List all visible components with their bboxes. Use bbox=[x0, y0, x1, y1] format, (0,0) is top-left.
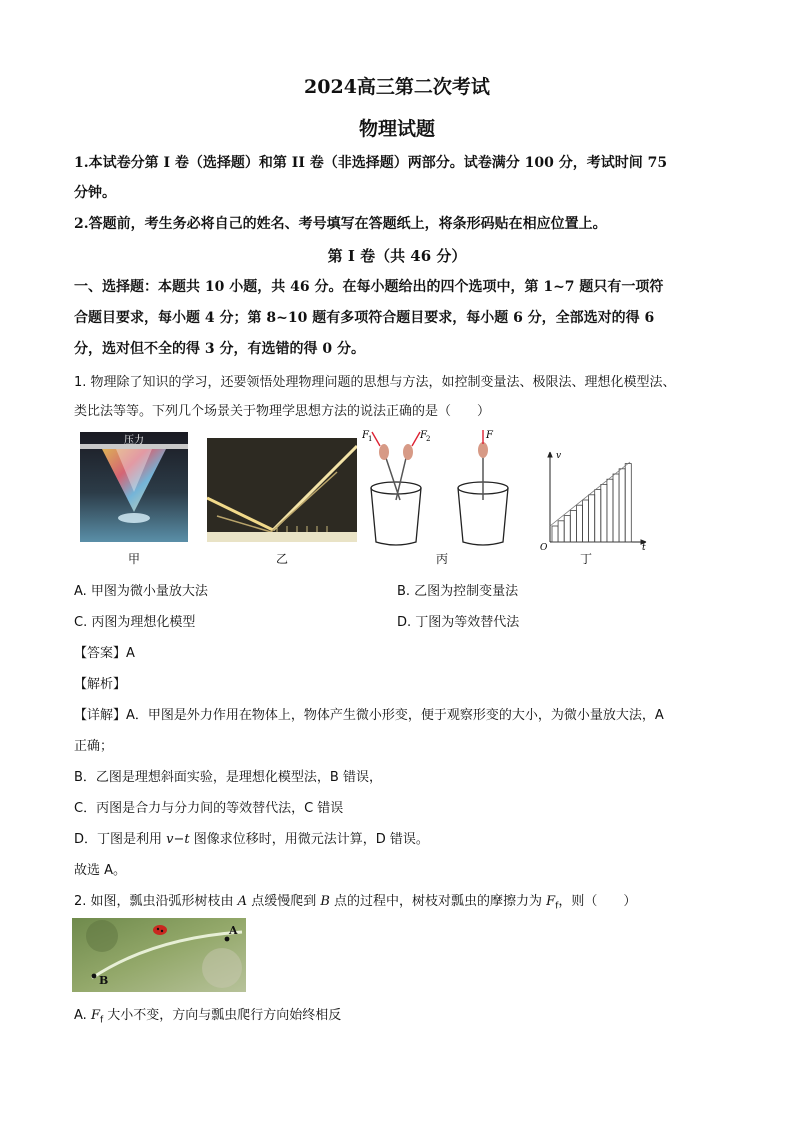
axis-v-label: v bbox=[556, 451, 562, 461]
vt-step-bar bbox=[589, 495, 595, 542]
q1-option-a[interactable]: A. 甲图为微小量放大法 bbox=[74, 584, 208, 599]
svg-text:2: 2 bbox=[426, 435, 431, 443]
pressure-label: 压力 bbox=[124, 435, 144, 446]
vt-step-bar bbox=[613, 474, 619, 542]
q2-ladybug-photo bbox=[72, 918, 246, 992]
svg-text:1: 1 bbox=[368, 435, 373, 443]
figure-jia-label: 甲 bbox=[127, 552, 140, 566]
q1-detail-5: D．丁图是利用 v−t 图像求位移时，用微元法计算，D 错误。 bbox=[74, 832, 429, 847]
figure-yi-mirror bbox=[207, 438, 357, 542]
vt-step-bar bbox=[564, 516, 570, 542]
vt-step-bar bbox=[607, 479, 613, 542]
force-f1-label: F bbox=[362, 430, 369, 441]
q2-option-a[interactable]: A. $F_f$ 大小不变，方向与瓢虫爬行方向始终相反 bbox=[74, 1008, 342, 1026]
figure-ding-label: 丁 bbox=[579, 552, 592, 566]
axis-t-label: t bbox=[642, 543, 646, 550]
subject-title: 物理试题 bbox=[358, 118, 435, 140]
figure-jia-photoelastic bbox=[80, 432, 188, 542]
q1-option-c[interactable]: C. 丙图为理想化模型 bbox=[74, 615, 196, 630]
q1-analysis-label: 【解析】 bbox=[74, 677, 127, 692]
vt-step-bar bbox=[552, 526, 558, 542]
section-heading: 第 I 卷（共 46 分） bbox=[327, 247, 467, 265]
vt-step-bar bbox=[576, 505, 582, 542]
vt-step-bar bbox=[619, 469, 625, 542]
vt-step-bar bbox=[601, 484, 607, 542]
figure-bing-cups bbox=[362, 426, 512, 548]
section-intro-1: 一、选择题：本题共 10 小题，共 46 分。在每小题给出的四个选项中，第 1~7 题只有一项符 bbox=[74, 279, 664, 295]
section-intro-2: 合题目要求，每小题 4 分；第 8~10 题有多项符合题目要求，每小题 6 分，全部选对的得 6 bbox=[74, 310, 655, 326]
instruction-2: 2.答题前，考生务必将自己的姓名、考号填写在答题纸上，将条形码贴在相应位置上。 bbox=[74, 216, 607, 232]
q1-answer: 【答案】A bbox=[74, 646, 135, 661]
instruction-1b: 分钟。 bbox=[74, 185, 116, 201]
section-intro-3: 分，选对但不全的得 3 分，有选错的得 0 分。 bbox=[74, 341, 365, 357]
q1-detail-2: 正确； bbox=[74, 739, 114, 754]
figure-yi-label: 乙 bbox=[275, 552, 288, 566]
instruction-1a: 1.本试卷分第 I 卷（选择题）和第 II 卷（非选择题）两部分。试卷满分 100 分，考试时间 75 bbox=[74, 155, 668, 171]
vt-step-bar bbox=[570, 510, 576, 542]
q1-detail-6: 故选 A。 bbox=[74, 863, 127, 878]
q1-detail-4: C．丙图是合力与分力间的等效替代法，C 错误 bbox=[74, 801, 344, 816]
figure-ding-vt-graph bbox=[538, 450, 650, 550]
q1-stem-2: 类比法等等。下列几个场景关于物理学思想方法的说法正确的是（ ） bbox=[74, 404, 491, 419]
point-a-label: A bbox=[229, 924, 238, 937]
vt-step-bar bbox=[625, 464, 631, 542]
exam-title: 2024高三第二次考试 bbox=[304, 76, 490, 98]
q1-detail-1: 【详解】A．甲图是外力作用在物体上，物体产生微小形变，便于观察形变的大小，为微小量放大法，A bbox=[74, 708, 664, 723]
vt-step-bar bbox=[595, 490, 601, 542]
vt-step-bar bbox=[583, 500, 589, 542]
force-f2-label: F bbox=[420, 430, 427, 441]
figure-bing-label: 丙 bbox=[435, 552, 448, 566]
point-b-label: B bbox=[99, 974, 109, 987]
origin-label: O bbox=[540, 543, 548, 550]
q2-stem: 2. 如图，瓢虫沿弧形树枝由 A 点缓慢爬到 B 点的过程中，树枝对瓢虫的摩擦力为 $F_f$，则（ ） bbox=[74, 894, 637, 912]
force-f-label: F bbox=[486, 430, 493, 441]
q1-option-b[interactable]: B. 乙图为控制变量法 bbox=[397, 584, 519, 599]
q1-detail-3: B．乙图是理想斜面实验，是理想化模型法，B 错误， bbox=[74, 770, 382, 785]
vt-step-bar bbox=[558, 521, 564, 542]
q1-stem-1: 1. 物理除了知识的学习，还要领悟处理物理问题的思想与方法，如控制变量法、极限法、理想化模型法、 bbox=[74, 375, 676, 390]
q1-option-d[interactable]: D. 丁图为等效替代法 bbox=[397, 615, 520, 630]
